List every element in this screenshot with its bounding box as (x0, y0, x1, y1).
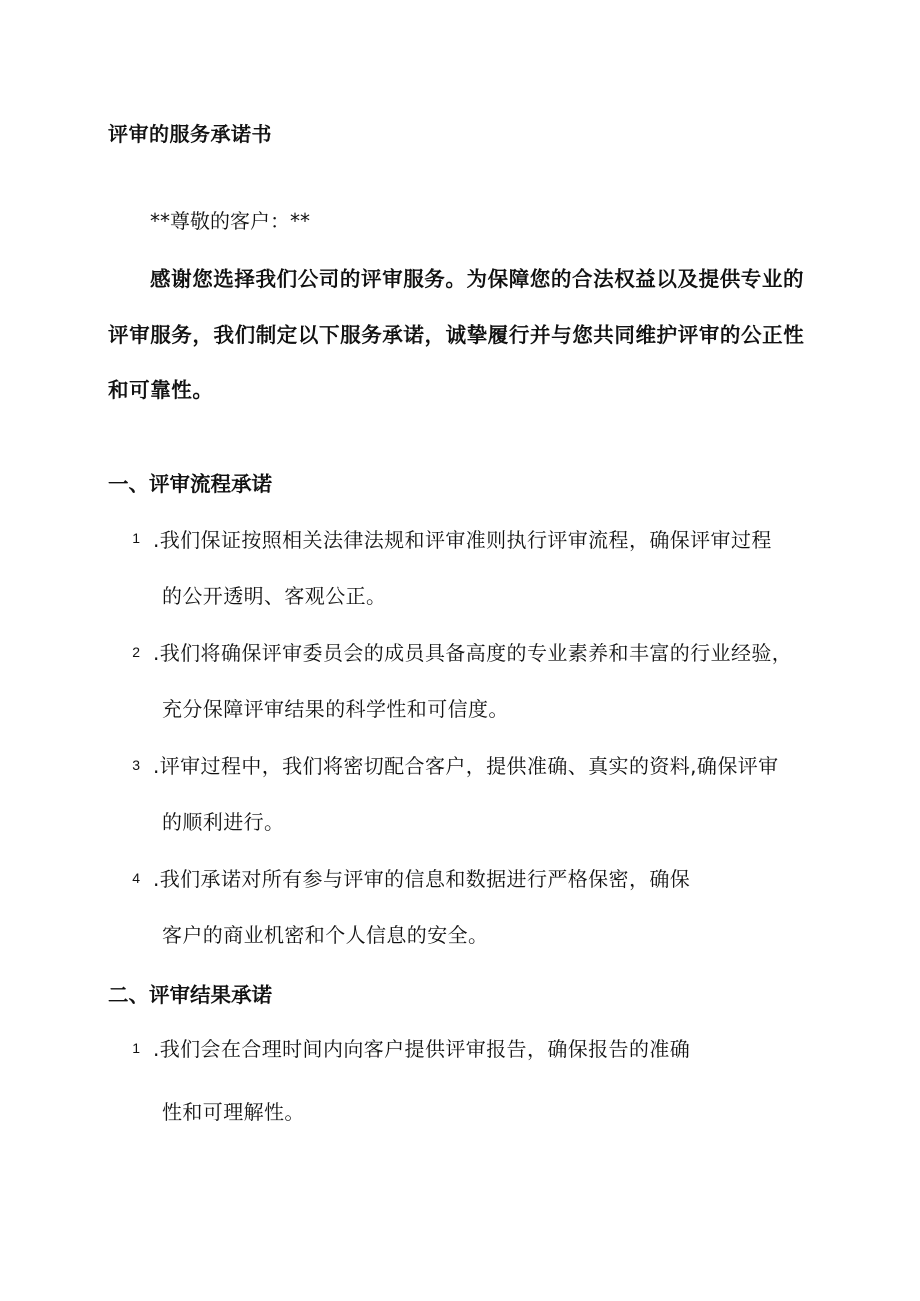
item-text-line: 的顺利进行。 (162, 810, 285, 834)
item-text-line: 充分保障评审结果的科学性和可信度。 (162, 697, 509, 721)
item-number: 2 (132, 644, 140, 660)
intro-line: 评审服务，我们制定以下服务承诺，诚挚履行并与您共同维护评审的公正性 (108, 323, 805, 347)
item-text-line: .我们保证按照相关法律法规和评审准则执行评审流程，确保评审过程 (153, 528, 772, 552)
item-text-line: 性和可理解性。 (162, 1100, 305, 1124)
item-text-line: 客户的商业机密和个人信息的安全。 (162, 923, 489, 947)
item-text-line: .评审过程中，我们将密切配合客户，提供准确、真实的资料,确保评审 (153, 754, 779, 778)
item-number: 1 (132, 530, 140, 546)
item-text-line: 的公开透明、客观公正。 (162, 584, 387, 608)
item-text-line: .我们将确保评审委员会的成员具备高度的专业素养和丰富的行业经验， (153, 641, 793, 665)
item-number: 3 (132, 757, 140, 773)
section-heading: 二、评审结果承诺 (108, 983, 272, 1007)
item-number: 4 (132, 870, 140, 886)
section-heading: 一、评审流程承诺 (108, 472, 272, 496)
item-text-line: .我们承诺对所有参与评审的信息和数据进行严格保密，确保 (153, 867, 691, 891)
intro-line: 感谢您选择我们公司的评审服务。为保障您的合法权益以及提供专业的 (150, 267, 805, 291)
intro-line: 和可靠性。 (108, 378, 214, 402)
document-title: 评审的服务承诺书 (108, 122, 272, 146)
salutation: **尊敬的客户：** (150, 209, 310, 233)
item-number: 1 (132, 1040, 140, 1056)
item-text-line: .我们会在合理时间内向客户提供评审报告，确保报告的准确 (153, 1037, 691, 1061)
